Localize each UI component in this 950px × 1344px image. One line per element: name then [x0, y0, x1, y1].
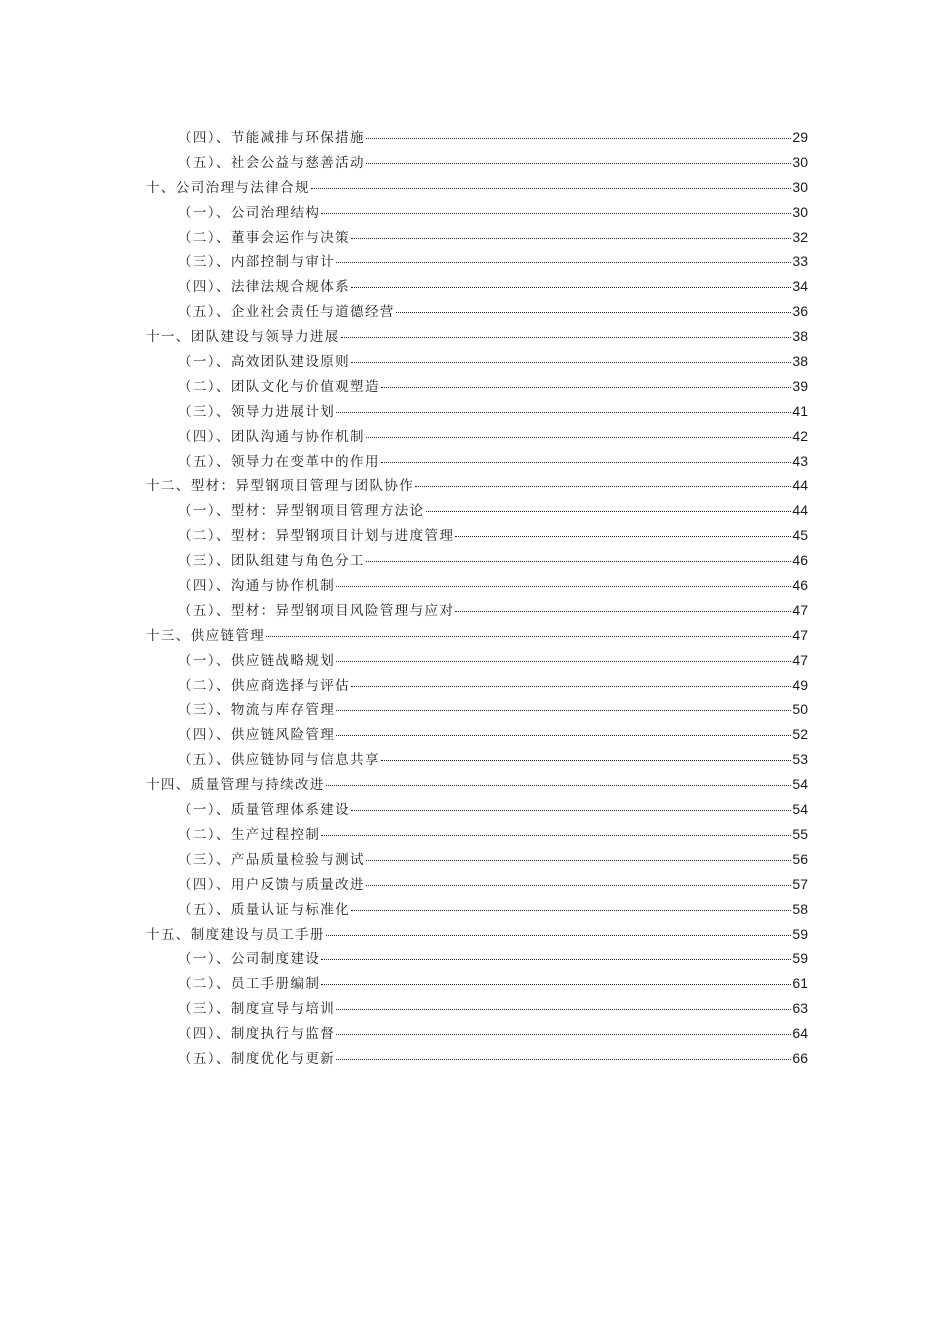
- toc-entry-title: （一）、公司治理结构: [178, 204, 321, 221]
- toc-page-number: 43: [792, 452, 808, 469]
- toc-dot-leader: [366, 885, 791, 886]
- toc-section-entry[interactable]: [146, 274, 808, 299]
- toc-section-entry[interactable]: [146, 971, 808, 996]
- toc-page-number: 50: [792, 701, 808, 718]
- toc-section-entry[interactable]: [146, 523, 808, 548]
- toc-entry-title: （三）、制度宣导与培训: [178, 1001, 336, 1018]
- toc-section-entry[interactable]: [146, 299, 808, 324]
- toc-entry-title: （一）、公司制度建设: [178, 951, 321, 968]
- toc-page-number: 61: [792, 975, 808, 992]
- toc-page-number: 46: [792, 552, 808, 569]
- toc-section-entry[interactable]: [146, 673, 808, 698]
- toc-dot-leader: [351, 910, 791, 911]
- toc-entry-title: （二）、型材：异型钢项目计划与进度管理: [178, 528, 455, 545]
- toc-entry-title: （五）、社会公益与慈善活动: [178, 154, 365, 171]
- toc-page-number: 54: [792, 776, 808, 793]
- toc-dot-leader: [455, 611, 791, 612]
- toc-section-entry[interactable]: [146, 399, 808, 424]
- toc-entry-title: （二）、团队文化与价值观塑造: [178, 378, 380, 395]
- toc-dot-leader: [336, 710, 791, 711]
- toc-entry-title: （一）、高效团队建设原则: [178, 354, 351, 371]
- toc-page-number: 44: [792, 477, 808, 494]
- toc-section-entry[interactable]: [146, 125, 808, 150]
- toc-page-number: 52: [792, 726, 808, 743]
- toc-entry-title: （一）、供应链战略规划: [178, 652, 336, 669]
- toc-entry-title: 十三、供应链管理: [146, 627, 266, 644]
- toc-entry-title: （四）、供应链风险管理: [178, 727, 336, 744]
- toc-page-number: 44: [792, 502, 808, 519]
- toc-entry-title: （二）、生产过程控制: [178, 826, 321, 843]
- toc-entry-title: （三）、产品质量检验与测试: [178, 851, 365, 868]
- toc-dot-leader: [351, 287, 791, 288]
- toc-section-entry[interactable]: [146, 996, 808, 1021]
- toc-page-number: 55: [792, 825, 808, 842]
- toc-page-number: 63: [792, 1000, 808, 1017]
- toc-entry-title: （四）、法律法规合规体系: [178, 279, 351, 296]
- toc-page-number: 66: [792, 1049, 808, 1066]
- toc-dot-leader: [336, 412, 791, 413]
- toc-entry-title: （三）、物流与库存管理: [178, 702, 336, 719]
- toc-dot-leader: [366, 138, 791, 139]
- toc-entry-title: 十二、型材：异型钢项目管理与团队协作: [146, 478, 415, 495]
- toc-entry-title: （五）、质量认证与标准化: [178, 901, 351, 918]
- toc-dot-leader: [321, 213, 791, 214]
- toc-dot-leader: [321, 959, 791, 960]
- toc-dot-leader: [336, 1059, 791, 1060]
- toc-section-entry[interactable]: [146, 424, 808, 449]
- toc-entry-title: （二）、供应商选择与评估: [178, 677, 351, 694]
- toc-dot-leader: [311, 188, 792, 189]
- toc-entry-title: （五）、领导力在变革中的作用: [178, 453, 380, 470]
- toc-section-entry[interactable]: [146, 374, 808, 399]
- toc-section-entry[interactable]: [146, 225, 808, 250]
- toc-page-number: 59: [792, 950, 808, 967]
- toc-section-entry[interactable]: [146, 822, 808, 847]
- toc-page-number: 47: [792, 626, 808, 643]
- toc-dot-leader: [426, 511, 792, 512]
- toc-section-entry[interactable]: [146, 1021, 808, 1046]
- toc-dot-leader: [341, 337, 792, 338]
- toc-entry-title: （四）、沟通与协作机制: [178, 578, 336, 595]
- toc-section-entry[interactable]: [146, 249, 808, 274]
- toc-page-number: 30: [792, 178, 808, 195]
- toc-dot-leader: [336, 1034, 791, 1035]
- toc-page-number: 57: [792, 875, 808, 892]
- toc-dot-leader: [266, 636, 791, 637]
- toc-dot-leader: [326, 935, 792, 936]
- toc-chapter-entry[interactable]: [146, 922, 808, 947]
- toc-entry-title: （四）、团队沟通与协作机制: [178, 428, 365, 445]
- toc-entry-title: （三）、领导力进展计划: [178, 403, 336, 420]
- toc-page-number: 41: [792, 402, 808, 419]
- toc-chapter-entry[interactable]: [146, 324, 808, 349]
- toc-dot-leader: [336, 262, 791, 263]
- toc-page-number: 33: [792, 253, 808, 270]
- toc-section-entry[interactable]: [146, 747, 808, 772]
- toc-dot-leader: [366, 163, 791, 164]
- toc-page-number: 46: [792, 577, 808, 594]
- toc-dot-leader: [366, 437, 791, 438]
- toc-section-entry[interactable]: [146, 200, 808, 225]
- toc-entry-title: （二）、董事会运作与决策: [178, 229, 351, 246]
- toc-dot-leader: [336, 586, 791, 587]
- toc-chapter-entry[interactable]: [146, 772, 808, 797]
- toc-entry-title: 十、公司治理与法律合规: [146, 179, 310, 196]
- toc-section-entry[interactable]: [146, 598, 808, 623]
- toc-page-number: 59: [792, 925, 808, 942]
- toc-section-entry[interactable]: [146, 697, 808, 722]
- toc-dot-leader: [415, 486, 791, 487]
- toc-entry-title: （五）、企业社会责任与道德经营: [178, 304, 395, 321]
- toc-dot-leader: [351, 238, 791, 239]
- toc-section-entry[interactable]: [146, 573, 808, 598]
- toc-page-number: 34: [792, 278, 808, 295]
- toc-dot-leader: [326, 785, 792, 786]
- toc-entry-title: （五）、供应链协同与信息共享: [178, 752, 380, 769]
- toc-chapter-entry[interactable]: [146, 473, 808, 498]
- toc-page-number: 32: [792, 228, 808, 245]
- toc-dot-leader: [381, 462, 792, 463]
- toc-section-entry[interactable]: [146, 150, 808, 175]
- toc-page-number: 64: [792, 1025, 808, 1042]
- toc-page-number: 38: [792, 353, 808, 370]
- toc-dot-leader: [366, 860, 791, 861]
- toc-chapter-entry[interactable]: [146, 623, 808, 648]
- toc-page-number: 38: [792, 328, 808, 345]
- toc-section-entry[interactable]: [146, 648, 808, 673]
- toc-section-entry[interactable]: [146, 722, 808, 747]
- toc-dot-leader: [455, 536, 791, 537]
- toc-page-number: 58: [792, 900, 808, 917]
- toc-page-number: 47: [792, 651, 808, 668]
- toc-page-number: 29: [792, 129, 808, 145]
- toc-entry-title: 十一、团队建设与领导力进展: [146, 329, 340, 346]
- toc-dot-leader: [321, 984, 791, 985]
- toc-dot-leader: [366, 561, 791, 562]
- toc-entry-title: （一）、质量管理体系建设: [178, 802, 351, 819]
- toc-section-entry[interactable]: [146, 847, 808, 872]
- toc-chapter-entry[interactable]: [146, 175, 808, 200]
- toc-dot-leader: [381, 387, 792, 388]
- toc-section-entry[interactable]: [146, 797, 808, 822]
- toc-section-entry[interactable]: [146, 1046, 808, 1071]
- toc-entry-title: 十四、质量管理与持续改进: [146, 777, 325, 794]
- toc-dot-leader: [336, 735, 791, 736]
- toc-page-number: 53: [792, 751, 808, 768]
- toc-entry-title: （二）、员工手册编制: [178, 976, 321, 993]
- toc-page-number: 45: [792, 527, 808, 544]
- toc-page-number: 36: [792, 303, 808, 320]
- toc-entry-title: （三）、团队组建与角色分工: [178, 553, 365, 570]
- toc-page-number: 30: [792, 203, 808, 220]
- toc-entry-title: （四）、节能减排与环保措施: [178, 130, 365, 146]
- toc-dot-leader: [396, 312, 792, 313]
- toc-dot-leader: [336, 1009, 791, 1010]
- toc-section-entry[interactable]: [146, 498, 808, 523]
- toc-entry-title: （四）、制度执行与监督: [178, 1026, 336, 1043]
- toc-dot-leader: [321, 835, 791, 836]
- toc-entry-title: （三）、内部控制与审计: [178, 254, 336, 271]
- toc-entry-title: （一）、型材：异型钢项目管理方法论: [178, 503, 425, 520]
- toc-page-number: 54: [792, 801, 808, 818]
- toc-page-number: 49: [792, 676, 808, 693]
- toc-section-entry[interactable]: [146, 548, 808, 573]
- toc-section-entry[interactable]: [146, 872, 808, 897]
- toc-dot-leader: [351, 686, 791, 687]
- toc-page-number: 39: [792, 377, 808, 394]
- toc-section-entry[interactable]: [146, 449, 808, 474]
- toc-page-number: 42: [792, 427, 808, 444]
- toc-entry-title: 十五、制度建设与员工手册: [146, 926, 325, 943]
- toc-page-number: 56: [792, 850, 808, 867]
- toc-entry-title: （四）、用户反馈与质量改进: [178, 876, 365, 893]
- toc-dot-leader: [336, 661, 791, 662]
- toc-page-number: 30: [792, 153, 808, 170]
- toc-section-entry[interactable]: [146, 897, 808, 922]
- table-of-contents: [146, 125, 808, 1071]
- toc-page-number: 47: [792, 601, 808, 618]
- toc-dot-leader: [351, 362, 791, 363]
- toc-section-entry[interactable]: [146, 349, 808, 374]
- toc-section-entry[interactable]: [146, 946, 808, 971]
- toc-entry-title: （五）、型材：异型钢项目风险管理与应对: [178, 602, 455, 619]
- toc-dot-leader: [351, 810, 791, 811]
- toc-entry-title: （五）、制度优化与更新: [178, 1050, 336, 1067]
- toc-dot-leader: [381, 760, 792, 761]
